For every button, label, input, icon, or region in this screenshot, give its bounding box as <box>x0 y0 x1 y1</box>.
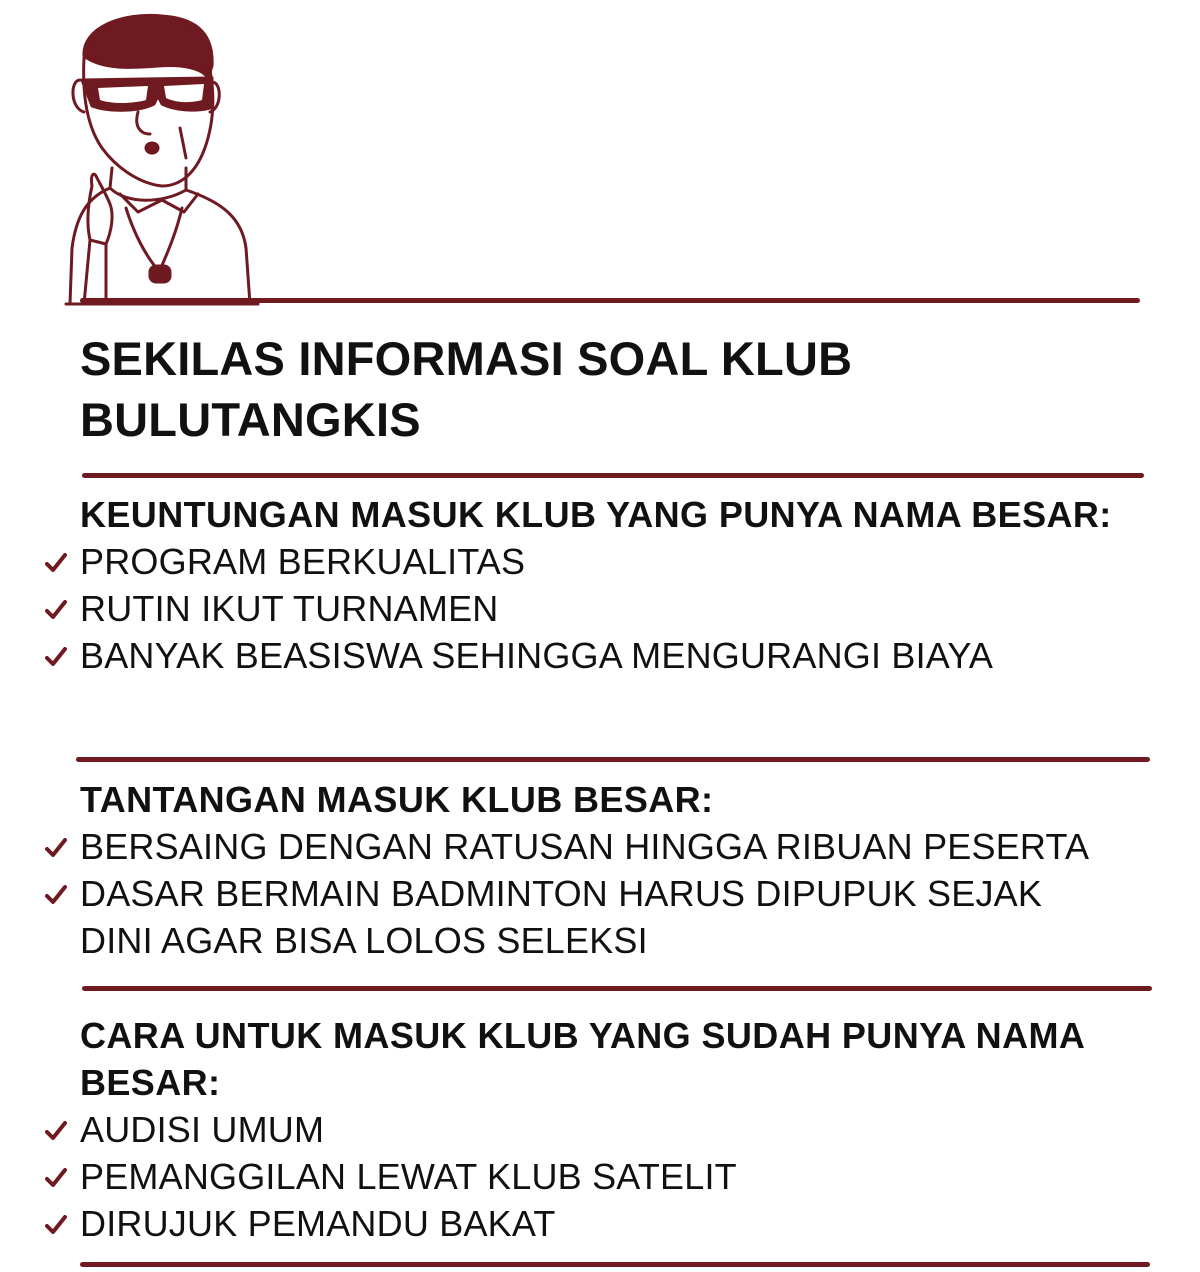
list-item-label: DIRUJUK PEMANDU BAKAT <box>80 1203 556 1244</box>
list-item <box>80 632 1160 679</box>
section-heading: TANTANGAN MASUK KLUB BESAR: <box>80 779 714 820</box>
man-illustration <box>62 8 262 308</box>
checkmark-icon <box>45 838 67 858</box>
section-benefits <box>80 491 1160 679</box>
list-item-label: AUDISI UMUM <box>80 1109 325 1150</box>
divider-2 <box>76 757 1150 762</box>
list-item-label: PROGRAM BERKUALITAS <box>80 541 526 582</box>
list-item-label: BANYAK BEASISWA SEHINGGA MENGURANGI BIAYA <box>80 635 994 676</box>
list-item-label: BERSAING DENGAN RATUSAN HINGGA RIBUAN PESERTA <box>80 826 1090 867</box>
list-item <box>80 1153 1160 1200</box>
divider-1 <box>82 473 1144 478</box>
list-item-label: PEMANGGILAN LEWAT KLUB SATELIT <box>80 1156 737 1197</box>
checkmark-icon <box>45 885 67 905</box>
checkmark-icon <box>45 600 67 620</box>
section-heading: KEUNTUNGAN MASUK KLUB YANG PUNYA NAMA BESAR: <box>80 494 1112 535</box>
divider-top <box>80 298 1140 303</box>
benefits-list <box>80 538 1160 679</box>
ways-list <box>80 1106 1160 1247</box>
checkmark-icon <box>45 1215 67 1235</box>
checkmark-icon <box>45 1121 67 1141</box>
checkmark-icon <box>45 553 67 573</box>
list-item-label: DASAR BERMAIN BADMINTON HARUS DIPUPUK SEJAK DINI AGAR BISA LOLOS SELEKSI <box>80 873 1043 961</box>
section-heading: CARA UNTUK MASUK KLUB YANG SUDAH PUNYA NAMA BESAR: <box>80 1015 1084 1103</box>
list-item <box>80 870 1090 964</box>
section-challenges <box>80 776 1160 964</box>
list-item <box>80 538 1160 585</box>
checkmark-icon <box>45 647 67 667</box>
section-ways-to-join <box>80 1012 1160 1247</box>
list-item <box>80 1200 1160 1247</box>
page-title: SEKILAS INFORMASI SOAL KLUB BULUTANGKIS <box>80 332 853 446</box>
checkmark-icon <box>45 1168 67 1188</box>
challenges-list <box>80 823 1160 964</box>
list-item <box>80 585 1160 632</box>
divider-3 <box>82 986 1152 991</box>
divider-bottom <box>80 1262 1150 1267</box>
list-item <box>80 1106 1160 1153</box>
list-item <box>80 823 1160 870</box>
list-item-label: RUTIN IKUT TURNAMEN <box>80 588 499 629</box>
